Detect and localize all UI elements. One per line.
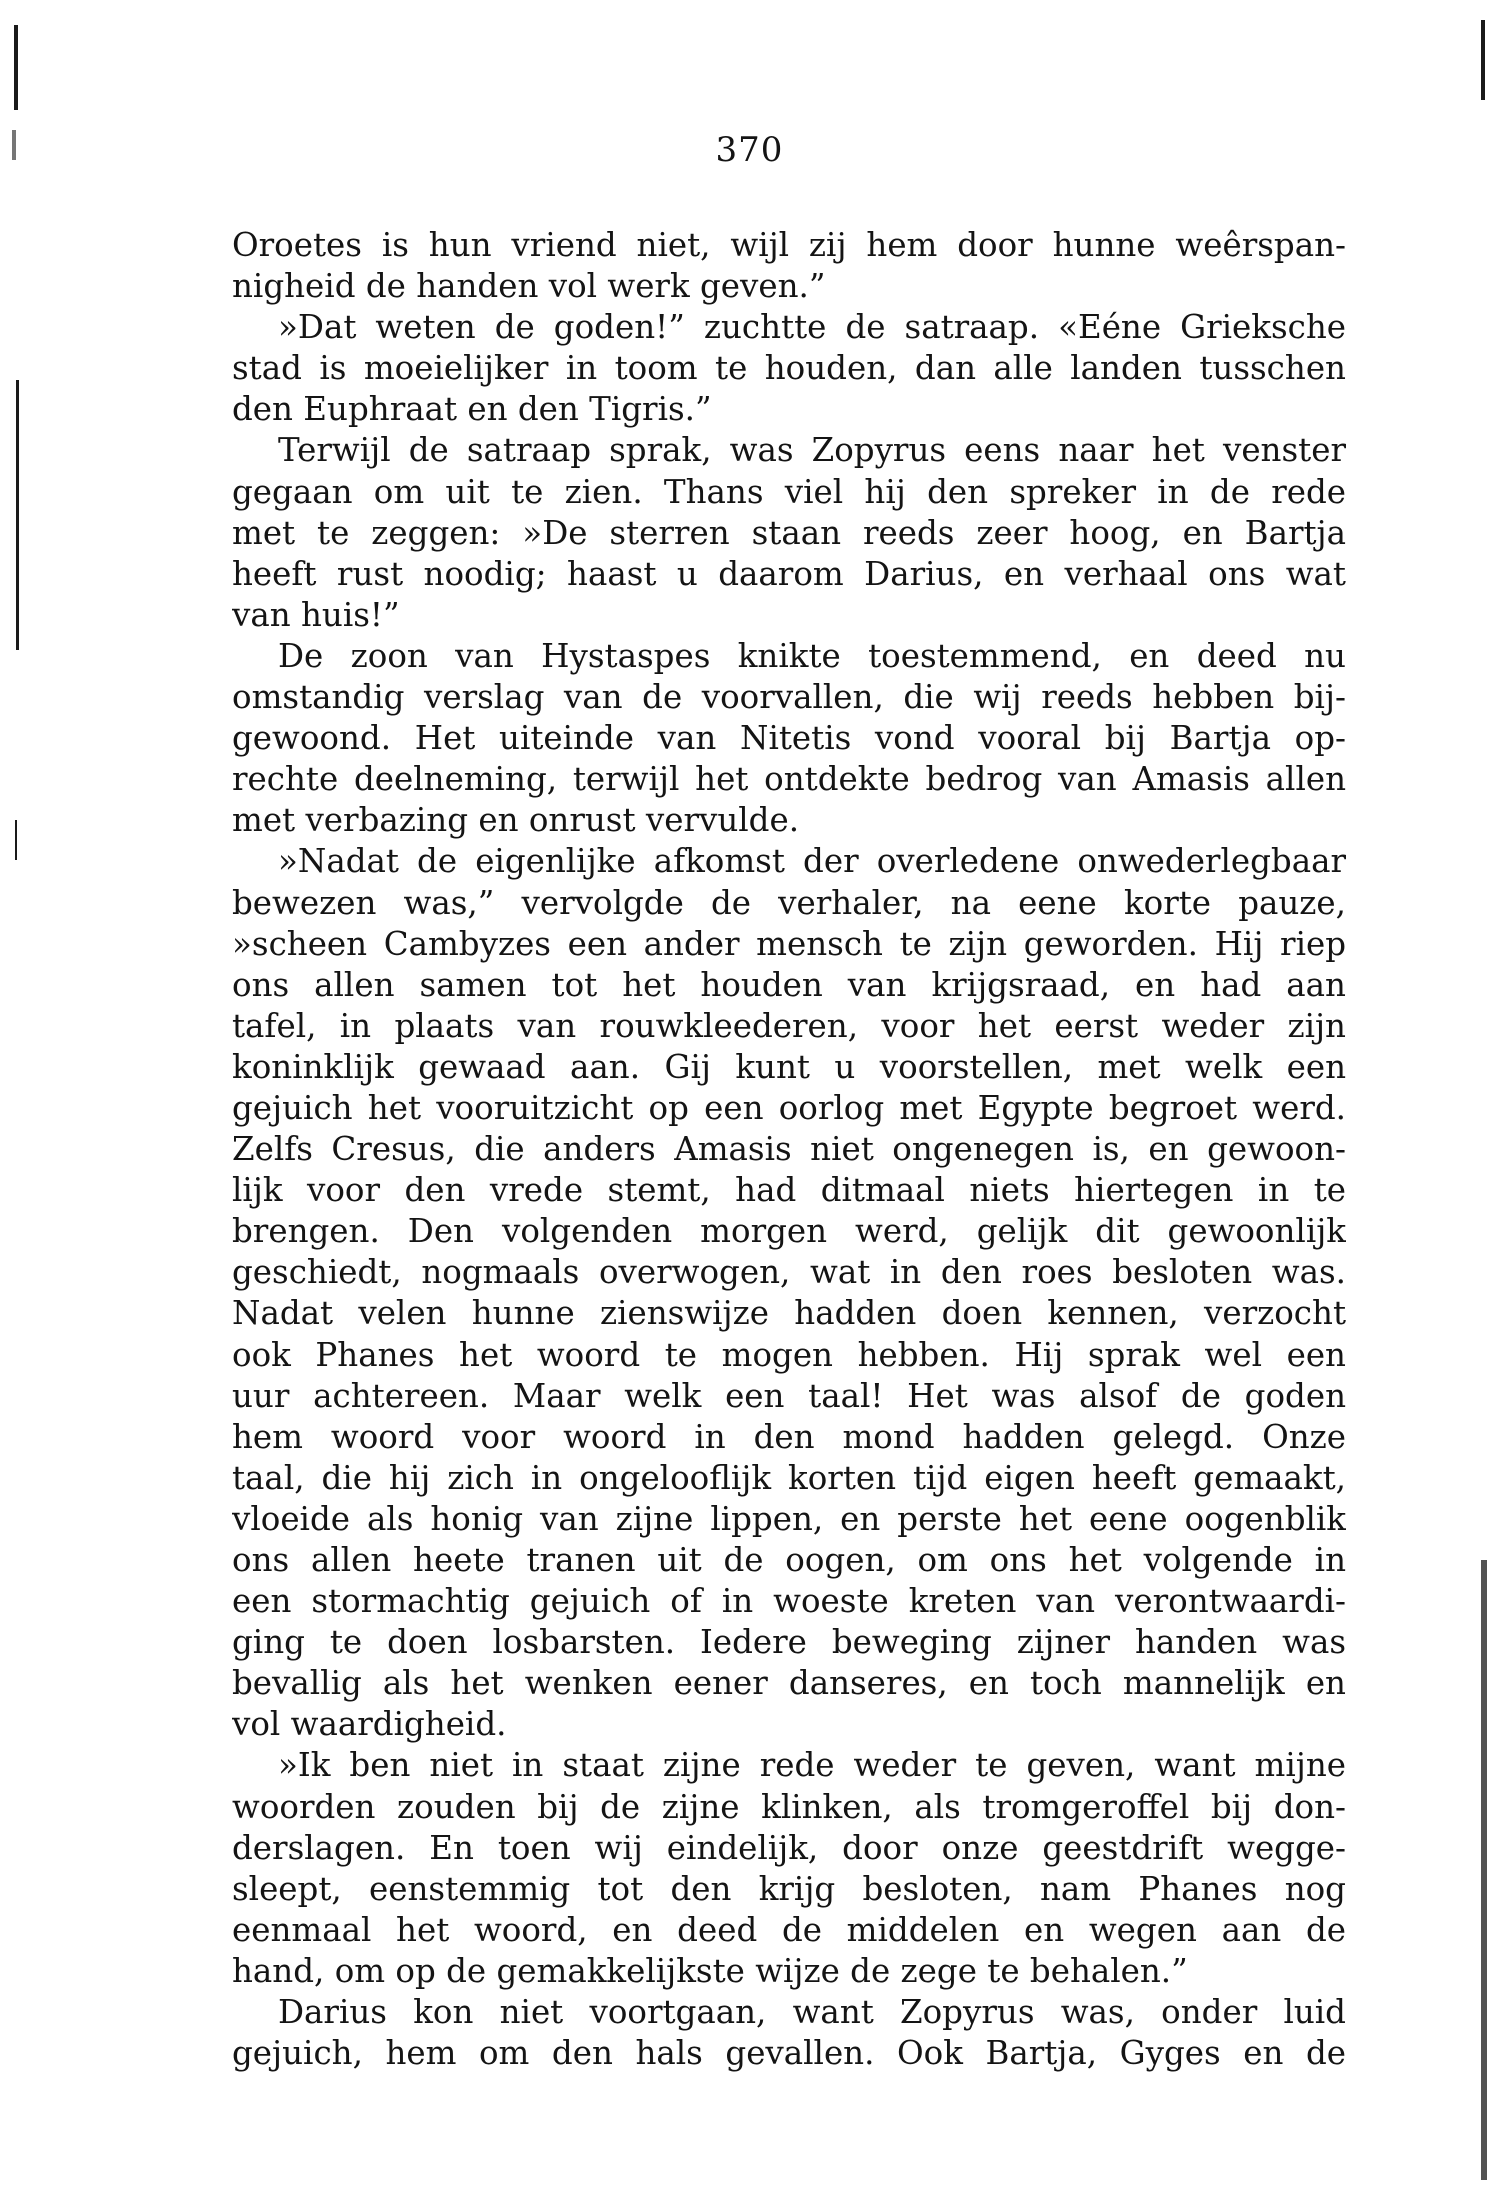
body-text: [232, 225, 1346, 2074]
text-line: eenmaal het woord, en deed de middelen en wegen aan de: [232, 1910, 1346, 1949]
text-line: ging te doen losbarsten. Iedere beweging zijner handen was: [232, 1623, 1346, 1662]
text-line: vloeide als honig van zijne lippen, en perste het eene oogenblik: [232, 1499, 1346, 1538]
text-line: bevallig als het wenken eener danseres, en toch mannelijk en: [232, 1664, 1346, 1703]
text-line: uur achtereen. Maar welk een taal! Het was alsof de goden: [232, 1376, 1346, 1415]
page-number: 370: [715, 130, 784, 170]
text-line: ook Phanes het woord te mogen hebben. Hij sprak wel een: [232, 1335, 1346, 1374]
text-line: koninklijk gewaad aan. Gij kunt u voorstellen, met welk een: [232, 1047, 1346, 1086]
text-line: heeft rust noodig; haast u daarom Darius, en verhaal ons wat: [232, 554, 1346, 593]
text-line: hem woord voor woord in den mond hadden gelegd. Onze: [232, 1417, 1346, 1456]
text-line: gejuich het vooruitzicht op een oorlog met Egypte begroet werd.: [232, 1088, 1346, 1127]
text-line: met verbazing en onrust vervulde.: [232, 801, 800, 840]
text-line: Zelfs Cresus, die anders Amasis niet ongenegen is, en gewoon-: [232, 1130, 1346, 1169]
text-line: Nadat velen hunne zienswijze hadden doen kennen, verzocht: [232, 1294, 1346, 1333]
text-line: derslagen. En toen wij eindelijk, door onze geestdrift wegge-: [232, 1828, 1346, 1867]
text-line: den Euphraat en den Tigris.”: [232, 390, 712, 429]
text-line: omstandig verslag van de voorvallen, die wij reeds hebben bij-: [232, 678, 1346, 717]
text-line: hand, om op de gemakkelijkste wijze de zege te behalen.”: [232, 1951, 1188, 1990]
text-line: »Nadat de eigenlijke afkomst der overledene onwederlegbaar: [278, 842, 1346, 881]
text-line: »Dat weten de goden!” zuchtte de satraap. «Eéne Grieksche: [278, 308, 1346, 347]
scan-edge-mark: [1481, 1560, 1487, 2180]
text-line: ons allen samen tot het houden van krijgsraad, en had aan: [232, 965, 1346, 1004]
text-line: stad is moeielijker in toom te houden, dan alle landen tusschen: [232, 349, 1346, 388]
scan-edge-mark: [16, 380, 19, 650]
text-line: van huis!”: [232, 595, 400, 634]
text-line: bewezen was,” vervolgde de verhaler, na eene korte pauze,: [232, 883, 1346, 922]
text-line: gewoond. Het uiteinde van Nitetis vond vooral bij Bartja op-: [232, 719, 1346, 758]
text-line: brengen. Den volgenden morgen werd, gelijk dit gewoonlijk: [232, 1212, 1346, 1251]
text-line: geschiedt, nogmaals overwogen, wat in den roes besloten was.: [232, 1253, 1346, 1292]
text-line: »Ik ben niet in staat zijne rede weder te geven, want mijne: [278, 1746, 1346, 1785]
text-line: Darius kon niet voortgaan, want Zopyrus was, onder luid: [278, 1993, 1346, 2032]
text-line: een stormachtig gejuich of in woeste kreten van verontwaardi-: [232, 1582, 1346, 1621]
text-line: Oroetes is hun vriend niet, wijl zij hem door hunne weêrspan-: [232, 226, 1346, 264]
text-line: »scheen Cambyzes een ander mensch te zijn geworden. Hij riep: [232, 924, 1346, 963]
text-line: ons allen heete tranen uit de oogen, om ons het volgende in: [232, 1541, 1346, 1579]
scan-edge-mark: [1481, 20, 1485, 100]
text-line: woorden zouden bij de zijne klinken, als tromgeroffel bij don-: [232, 1787, 1346, 1826]
text-line: lijk voor den vrede stemt, had ditmaal niets hiertegen in te: [232, 1171, 1346, 1210]
text-line: tafel, in plaats van rouwkleederen, voor het eerst weder zijn: [232, 1006, 1346, 1045]
text-line: Terwijl de satraap sprak, was Zopyrus eens naar het venster: [278, 431, 1346, 470]
text-line: taal, die hij zich in ongelooflijk korten tijd eigen heeft gemaakt,: [232, 1458, 1346, 1497]
text-line: nigheid de handen vol werk geven.”: [232, 267, 826, 306]
scan-edge-mark: [14, 25, 18, 110]
text-line: sleept, eenstemmig tot den krijg besloten, nam Phanes nog: [232, 1869, 1346, 1908]
text-line: De zoon van Hystaspes knikte toestemmend, en deed nu: [278, 636, 1346, 675]
text-line: vol waardigheid.: [232, 1705, 507, 1744]
text-line: gejuich, hem om den hals gevallen. Ook Bartja, Gyges en de: [232, 2034, 1346, 2073]
scan-edge-mark: [15, 820, 17, 860]
text-line: rechte deelneming, terwijl het ontdekte bedrog van Amasis allen: [232, 760, 1346, 799]
text-line: met te zeggen: »De sterren staan reeds zeer hoog, en Bartja: [232, 513, 1346, 552]
text-line: gegaan om uit te zien. Thans viel hij den spreker in de rede: [232, 472, 1346, 511]
